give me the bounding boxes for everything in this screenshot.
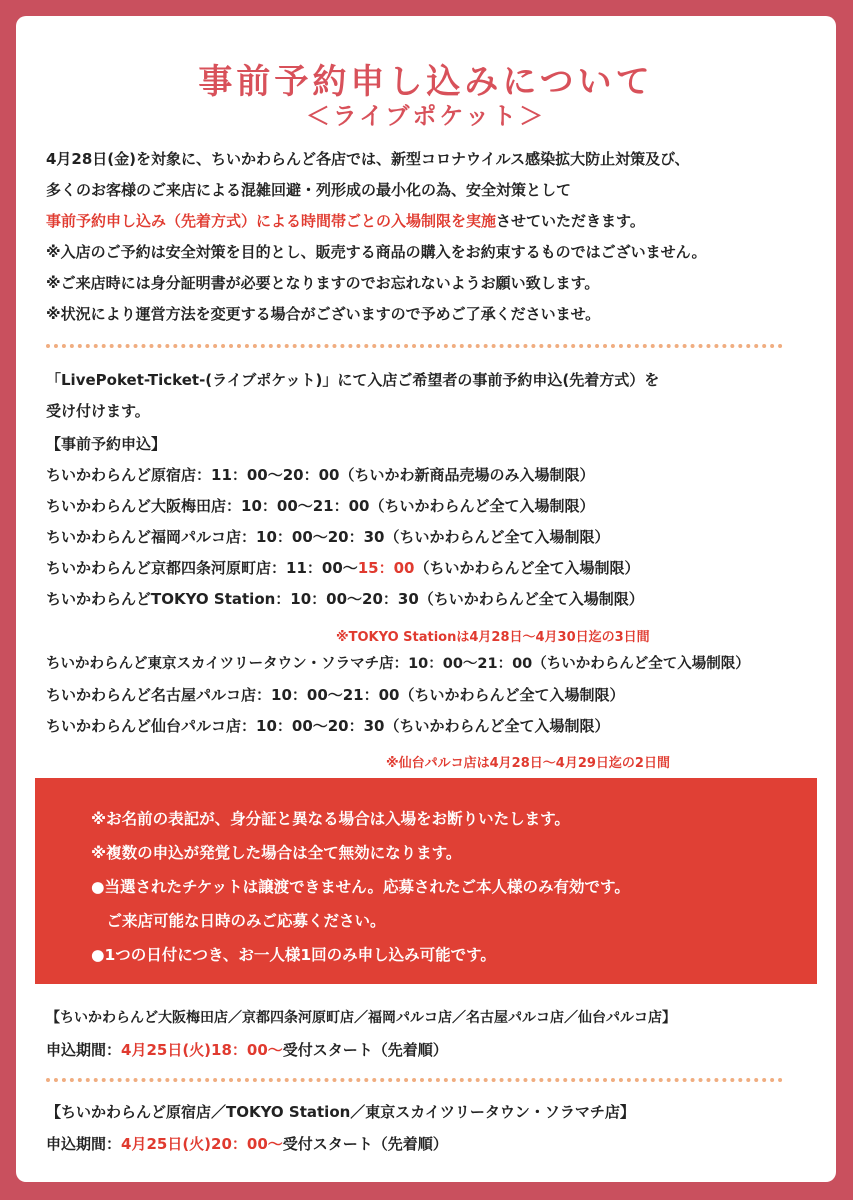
intro-section bbox=[46, 144, 707, 330]
schedule-row-text: ちいかわらんど京都四条河原町店：11：00～ bbox=[46, 559, 358, 577]
schedule-heading: 【事前予約申込】 bbox=[46, 435, 167, 453]
dotted-divider bbox=[46, 344, 783, 348]
group-stores: 【ちいかわらんど大阪梅田店／京都四条河原町店／福岡パルコ店／名古屋パルコ店／仙台パルコ店】 bbox=[46, 1010, 676, 1026]
schedule-close-time: 15：00 bbox=[357, 559, 415, 577]
application-group-1 bbox=[46, 1002, 676, 1066]
intro-line: ※状況により運営方法を変更する場合がございますので予めご了承くださいませ。 bbox=[46, 305, 601, 323]
period-label: 申込期間： bbox=[46, 1041, 122, 1059]
intro-highlight: 事前予約申し込み（先着方式）による時間帯ごとの入場制限を実施 bbox=[46, 212, 497, 230]
period-rest: 受付スタート（先着順） bbox=[282, 1135, 448, 1153]
dotted-divider bbox=[46, 1078, 783, 1082]
period-rest: 受付スタート（先着順） bbox=[282, 1041, 448, 1059]
schedule-row-text: （ちいかわらんど全て入場制限） bbox=[414, 559, 640, 577]
group-stores: 【ちいかわらんど原宿店／TOKYO Station／東京スカイツリータウン・ソラマチ店】 bbox=[46, 1103, 635, 1121]
intro-line: ※ご来店時には身分証明書が必要となりますのでお忘れないようお願い致します。 bbox=[46, 274, 600, 292]
warning-list bbox=[91, 802, 630, 972]
warning-item: ※お名前の表記が、身分証と異なる場合は入場をお断りいたします。 bbox=[91, 810, 570, 828]
page-title: 事前予約申し込みについて bbox=[198, 62, 654, 102]
livepoket-section bbox=[46, 365, 659, 427]
intro-line: ※入店のご予約は安全対策を目的とし、販売する商品の購入をお約束するものではございません。 bbox=[46, 243, 707, 261]
schedule-row: ちいかわらんど名古屋パルコ店：10：00～21：00（ちいかわらんど全て入場制限） bbox=[46, 686, 625, 704]
page-subtitle: ＜ライブポケット＞ bbox=[305, 102, 547, 130]
schedule-section-2 bbox=[46, 649, 750, 742]
livepoket-line: 「LivePoket-Ticket-(ライブポケット)」にて入店ご希望者の事前予約申込(先着方式）を bbox=[46, 371, 660, 389]
intro-line: 4月28日(金)を対象に、ちいかわらんど各店では、新型コロナウイルス感染拡大防止対策及び、 bbox=[46, 150, 690, 168]
application-period bbox=[46, 1128, 635, 1160]
schedule-row: ちいかわらんど福岡パルコ店：10：00～20：30（ちいかわらんど全て入場制限） bbox=[46, 528, 610, 546]
warning-box bbox=[35, 778, 817, 984]
period-date: 4月25日(火)18：00～ bbox=[121, 1041, 283, 1059]
tokyo-note: ※TOKYO Stationは4月28日～4月30日迄の3日間 bbox=[336, 630, 650, 645]
schedule-row bbox=[46, 553, 644, 584]
schedule-row: ちいかわらんど東京スカイツリータウン・ソラマチ店：10：00～21：00（ちいかわらんど全て入場制限） bbox=[46, 656, 750, 672]
notice-card bbox=[16, 16, 836, 1182]
warning-item: ●1つの日付につき、お一人様1回のみ申し込み可能です。 bbox=[91, 946, 496, 964]
warning-item: ●当選されたチケットは譲渡できません。応募されたご本人様のみ有効です。 bbox=[91, 878, 630, 896]
warning-item: ※複数の申込が発覚した場合は全て無効になります。 bbox=[91, 844, 462, 862]
intro-line: 多くのお客様のご来店による混雑回避・列形成の最小化の為、安全対策として bbox=[46, 181, 572, 199]
application-group-2 bbox=[46, 1096, 635, 1160]
period-label: 申込期間： bbox=[46, 1135, 122, 1153]
warning-item: ご来店可能な日時のみご応募ください。 bbox=[91, 912, 386, 930]
schedule-row: ちいかわらんど仙台パルコ店：10：00～20：30（ちいかわらんど全て入場制限） bbox=[46, 717, 610, 735]
schedule-row: ちいかわらんど大阪梅田店：10：00～21：00（ちいかわらんど全て入場制限） bbox=[46, 497, 595, 515]
livepoket-line: 受け付けます。 bbox=[46, 402, 150, 420]
sendai-note: ※仙台パルコ店は4月28日～4月29日迄の2日間 bbox=[386, 756, 670, 771]
intro-line bbox=[46, 206, 707, 237]
intro-line-rest: させていただきます。 bbox=[496, 212, 645, 230]
application-period bbox=[46, 1034, 676, 1066]
schedule-row: ちいかわらんど原宿店：11：00～20：00（ちいかわ新商品売場のみ入場制限） bbox=[46, 466, 595, 484]
schedule-section bbox=[46, 429, 644, 615]
schedule-row: ちいかわらんどTOKYO Station：10：00～20：30（ちいかわらんど全て入場制限） bbox=[46, 590, 644, 608]
period-date: 4月25日(火)20：00～ bbox=[121, 1135, 283, 1153]
